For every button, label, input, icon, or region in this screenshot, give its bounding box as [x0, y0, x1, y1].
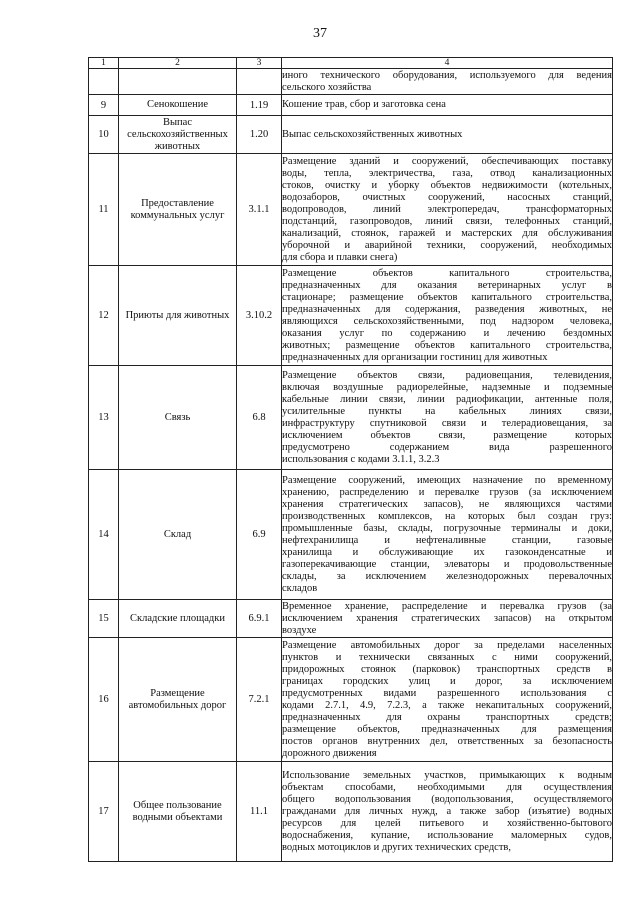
- header-cell: 3: [237, 58, 282, 69]
- description-line: уборочной и аварийной техники, сооружений, необходимых: [282, 239, 612, 251]
- description-line: нефтехранилища и нефтеналивные станции, газовые: [282, 534, 612, 546]
- row-number-cell: 9: [89, 95, 119, 116]
- description-line: оказания услуг по содержанию и лечению бездомных: [282, 327, 612, 339]
- description-line: объектам способами, необходимыми для осуществления: [282, 781, 612, 793]
- description-line: склады, за исключением железнодорожных перевалочных: [282, 570, 612, 582]
- description-line: предназначенных для содержания, разведения животных, не: [282, 303, 612, 315]
- use-type-description-cell: [282, 116, 613, 154]
- description-line: исключением объектов связи, размещение которых: [282, 429, 612, 441]
- row-number-cell: 14: [89, 470, 119, 600]
- description-line: хранилища и обслуживающие их газоконденсатные и: [282, 546, 612, 558]
- row-number-cell: 15: [89, 600, 119, 638]
- row-number-cell: 10: [89, 116, 119, 154]
- description-line: исключением хранения стратегических запасов) на открытом: [282, 612, 612, 624]
- description-line: границах городских улиц и дорог, за исключением: [282, 675, 612, 687]
- description-line: водных мотоциклов и других технических средств,: [282, 841, 512, 853]
- use-type-description-cell: [282, 266, 613, 366]
- description-line: кабельные линии связи, линии радиофикации, антенные поля,: [282, 393, 612, 405]
- description-line: являющихся сельскохозяйственными, под надзором человека,: [282, 315, 612, 327]
- row-number-cell: 16: [89, 638, 119, 762]
- description-line: предусмотренных видами разрешенного использования с: [282, 687, 612, 699]
- use-type-code-cell: [237, 69, 282, 95]
- use-type-name-cell: Складские площадки: [119, 600, 237, 638]
- use-type-name-cell: Связь: [119, 366, 237, 470]
- use-type-name-cell: Общее пользование водными объектами: [119, 762, 237, 862]
- use-type-name-cell: Приюты для животных: [119, 266, 237, 366]
- description-line: общего водопользования (водопользования, осуществляемого: [282, 793, 612, 805]
- description-line: кодами 2.7.1, 4.9, 7.2.3, а также некапитальных сооружений,: [282, 699, 612, 711]
- description-line: водопроводов, линий электропередач, трансформаторных: [282, 203, 612, 215]
- description-line: стоков, очистку и уборку объектов недвижимости (котельных,: [282, 179, 612, 191]
- use-type-description-cell: [282, 600, 613, 638]
- use-type-name-cell: [119, 69, 237, 95]
- use-type-description-cell: [282, 638, 613, 762]
- description-line: газоперекачивающие станции, элеваторы и продовольственные: [282, 558, 612, 570]
- row-number-cell: 13: [89, 366, 119, 470]
- table-row: [89, 762, 613, 862]
- use-type-code-cell: 3.1.1: [237, 154, 282, 266]
- description-line: предназначенных для организации гостиниц для животных: [282, 351, 548, 363]
- use-type-description-cell: [282, 69, 613, 95]
- description-line: канализаций, стоянок, гаражей и мастерских для обслуживания: [282, 227, 612, 239]
- table-row: [89, 470, 613, 600]
- description-line: пунктов и технически связанных с ними сооружений,: [282, 651, 612, 663]
- description-line: Размещение зданий и сооружений, обеспечивающих поставку: [282, 155, 612, 167]
- description-line: Размещение объектов капитального строительства,: [282, 267, 612, 279]
- description-line: воздухе: [282, 624, 317, 636]
- description-line: Размещение автомобильных дорог за пределами населенных: [282, 639, 612, 651]
- use-type-name-cell: Предоставление коммунальных услуг: [119, 154, 237, 266]
- description-line: Размещение объектов связи, радиовещания, телевидения,: [282, 369, 612, 381]
- description-line: дорожного движения: [282, 747, 377, 759]
- header-cell: 4: [282, 58, 613, 69]
- description-line: включая воздушные радиорелейные, надземные и подземные: [282, 381, 612, 393]
- description-line: промышленные базы, склады, погрузочные терминалы и доки,: [282, 522, 612, 534]
- description-line: Размещение сооружений, имеющих назначение по временному: [282, 474, 612, 486]
- use-type-description-cell: [282, 366, 613, 470]
- description-line: предназначенных для оказания ветеринарных услуг в: [282, 279, 612, 291]
- use-type-description-cell: [282, 762, 613, 862]
- use-type-code-cell: 1.20: [237, 116, 282, 154]
- description-line: использования с кодами 3.1.1, 3.2.3: [282, 453, 440, 465]
- table-body: [89, 69, 613, 862]
- description-line: усилительные пункты на кабельных линиях связи,: [282, 405, 612, 417]
- use-type-description-cell: [282, 95, 613, 116]
- table-row: [89, 116, 613, 154]
- row-number-cell: [89, 69, 119, 95]
- row-number-cell: 11: [89, 154, 119, 266]
- description-line: хранения стратегических запасов), не являющихся частями: [282, 498, 612, 510]
- use-type-code-cell: 3.10.2: [237, 266, 282, 366]
- description-line: складов: [282, 582, 318, 594]
- use-type-name-cell: Выпас сельскохозяйственных животных: [119, 116, 237, 154]
- description-line: Использование земельных участков, примыкающих к водным: [282, 769, 612, 781]
- description-line: гражданами для личных нужд, а также забор (изъятие) водных: [282, 805, 612, 817]
- use-type-code-cell: 11.1: [237, 762, 282, 862]
- use-type-name-cell: Сенокошение: [119, 95, 237, 116]
- description-line: стационаре; размещение объектов капитального строительства,: [282, 291, 612, 303]
- table-row: [89, 95, 613, 116]
- description-line: постов органов внутренних дел, ответственных за безопасность: [282, 735, 612, 747]
- page-number: 37: [313, 26, 327, 41]
- use-type-code-cell: 1.19: [237, 95, 282, 116]
- row-number-cell: 17: [89, 762, 119, 862]
- description-line: придорожных стоянок (парковок) транспортных средств в: [282, 663, 612, 675]
- description-line: животных; размещение объектов капитального строительства,: [282, 339, 612, 351]
- header-cell: 1: [89, 58, 119, 69]
- header-cell: 2: [119, 58, 237, 69]
- use-type-code-cell: 6.8: [237, 366, 282, 470]
- description-line: инфраструктуру спутниковой связи и телерадиовещания, за: [282, 417, 612, 429]
- description-line: Выпас сельскохозяйственных животных: [282, 128, 463, 140]
- use-type-description-cell: [282, 154, 613, 266]
- table-row: [89, 600, 613, 638]
- table-row: [89, 69, 613, 95]
- table-header-row: [89, 58, 613, 69]
- use-type-name-cell: Размещение автомобильных дорог: [119, 638, 237, 762]
- use-type-code-cell: 6.9.1: [237, 600, 282, 638]
- description-line: для сбора и плавки снега): [282, 251, 398, 263]
- description-line: воды, тепла, электричества, газа, отвод канализационных: [282, 167, 612, 179]
- table-row: [89, 638, 613, 762]
- description-line: подстанций, газопроводов, линий связи, телефонных станций,: [282, 215, 612, 227]
- land-use-table: [88, 57, 613, 862]
- use-type-code-cell: 7.2.1: [237, 638, 282, 762]
- description-line: водозаборов, очистных сооружений, насосных станций,: [282, 191, 612, 203]
- description-line: хранению, распределению и перевалке грузов (за исключением: [282, 486, 612, 498]
- description-line: Временное хранение, распределение и перевалка грузов (за: [282, 600, 612, 612]
- description-line: иного технического оборудования, используемого для ведения: [282, 69, 612, 81]
- use-type-name-cell: Склад: [119, 470, 237, 600]
- table-row: [89, 266, 613, 366]
- table-row: [89, 154, 613, 266]
- description-line: ресурсов для целей питьевого и хозяйственно-бытового: [282, 817, 612, 829]
- use-type-code-cell: 6.9: [237, 470, 282, 600]
- row-number-cell: 12: [89, 266, 119, 366]
- description-line: размещение объектов, предназначенных для размещения: [282, 723, 612, 735]
- description-line: предусмотрено содержанием вида разрешенного: [282, 441, 612, 453]
- description-line: сельского хозяйства: [282, 81, 372, 93]
- description-line: предназначенных для охраны транспортных средств;: [282, 711, 612, 723]
- use-type-description-cell: [282, 470, 613, 600]
- description-line: производственных комплексов, на которых был создан груз:: [282, 510, 612, 522]
- description-line: водоснабжения, купание, использование маломерных судов,: [282, 829, 612, 841]
- table-row: [89, 366, 613, 470]
- description-line: Кошение трав, сбор и заготовка сена: [282, 99, 446, 110]
